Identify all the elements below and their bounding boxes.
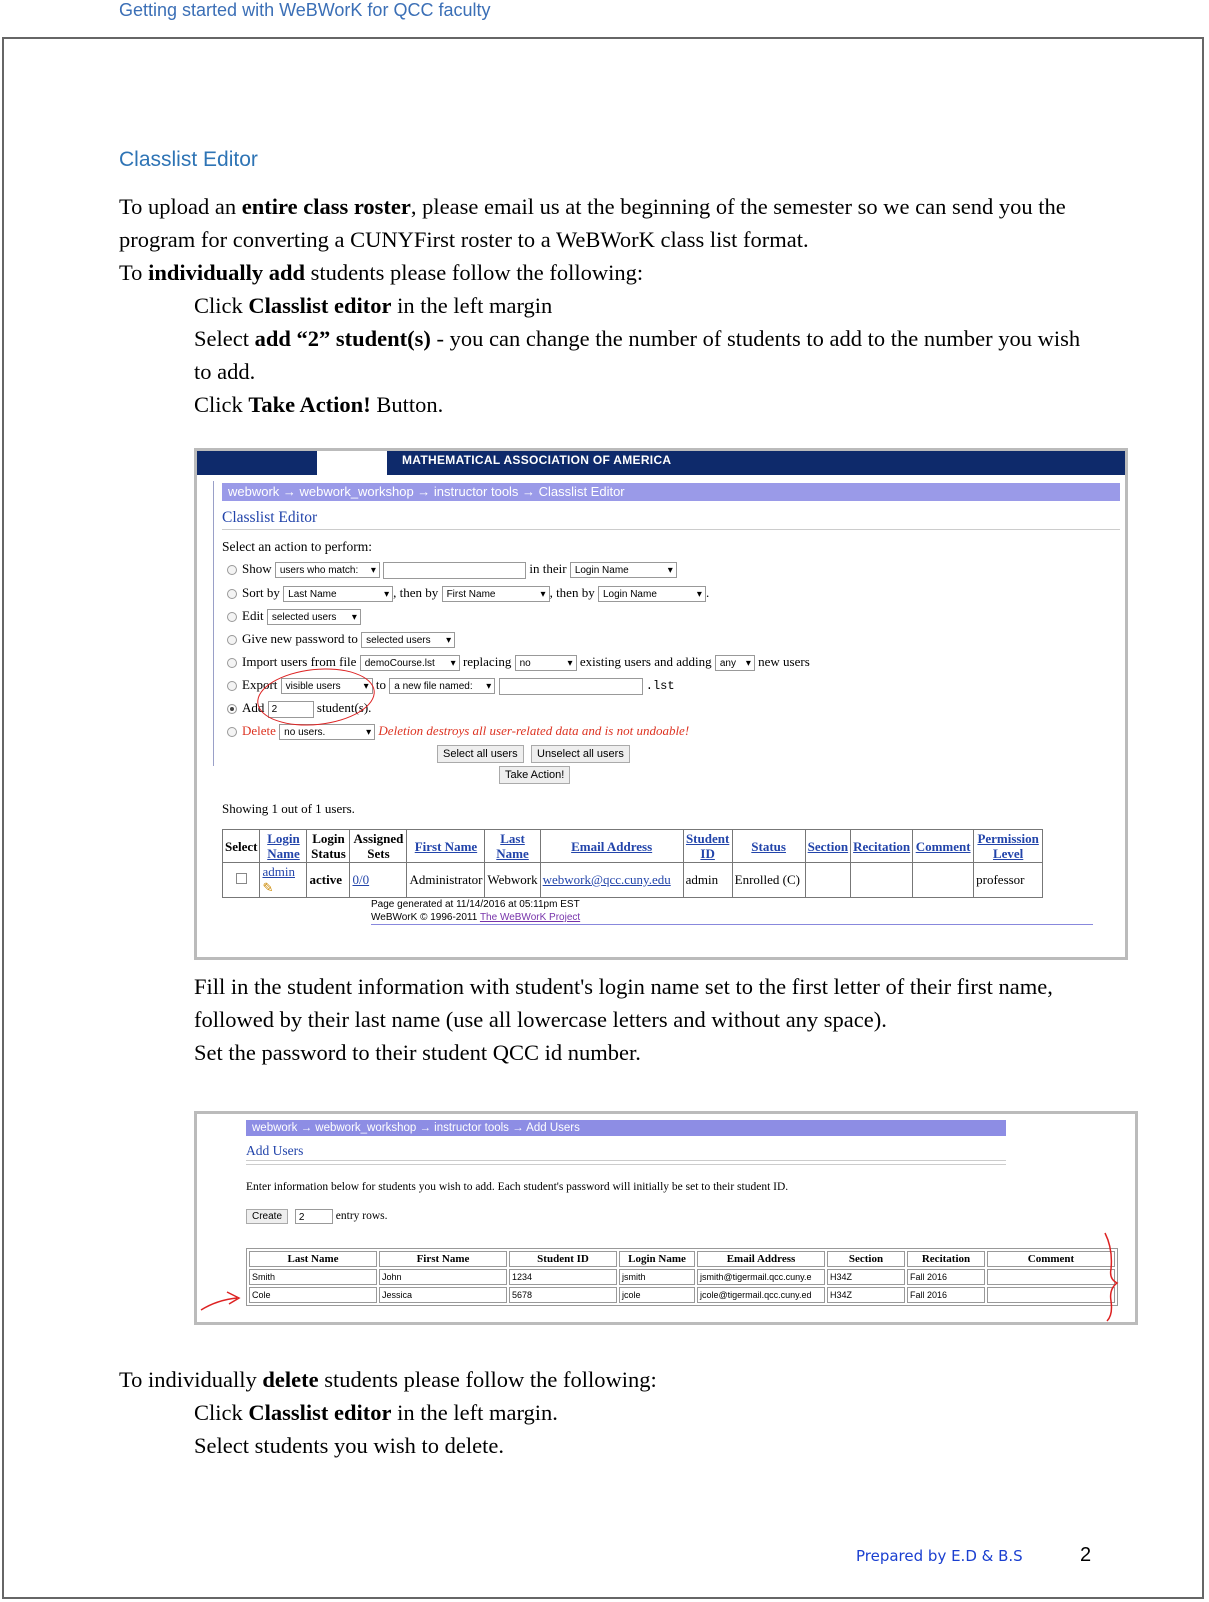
delete-select[interactable]: no users. ▾: [279, 724, 375, 740]
sort-select-3[interactable]: Login Name ▾: [598, 586, 706, 602]
password-select[interactable]: selected users ▾: [361, 632, 455, 648]
pencil-icon[interactable]: ✎: [262, 880, 274, 895]
create-button[interactable]: Create: [246, 1209, 288, 1224]
action-delete: Delete no users. ▾ Deletion destroys all user-related data and is not undoable!: [227, 723, 689, 740]
delete-steps: [194, 1396, 1094, 1462]
webwork-project-link[interactable]: The WeBWorK Project: [479, 912, 581, 923]
add-users-info: Enter information below for students you wish to add. Each student's password will initially be set to their student ID.: [246, 1181, 789, 1193]
add-count-input[interactable]: 2: [268, 701, 314, 718]
action-edit: Edit selected users ▾: [227, 608, 361, 625]
maa-banner: MATHEMATICAL ASSOCIATION OF AMERICA: [197, 451, 1125, 475]
export-filename-input[interactable]: [499, 678, 643, 695]
left-margin: [197, 481, 214, 766]
replacing-select[interactable]: no ▾: [515, 655, 577, 671]
action-add: Add 2 student(s).: [227, 700, 371, 718]
users-table: [222, 829, 1043, 898]
row-checkbox[interactable]: [236, 873, 247, 884]
add-users-header: Last Name First Name Student ID Login Name Email Address Section Recitation Comment: [249, 1251, 1115, 1267]
entry-rows-input[interactable]: 2: [295, 1209, 333, 1224]
radio-add[interactable]: [227, 704, 237, 714]
action-export: Export visible users ▾ to a new file named: ▾ .lst: [227, 677, 675, 695]
action-show: Show users who match: ▾ in their Login Name ▾: [227, 561, 677, 579]
create-row: Create 2 entry rows.: [246, 1209, 388, 1224]
assigned-sets-link[interactable]: 0/0: [352, 872, 370, 887]
radio-show[interactable]: [227, 565, 237, 575]
add-step-1: Click Classlist editor in the left margin: [194, 293, 553, 318]
login-link[interactable]: admin: [262, 864, 295, 879]
radio-export[interactable]: [227, 681, 237, 691]
fill-info-text: Fill in the student information with student's login name set to the first letter of their first name, followed by their last name (use all lowercase letters and without any space). Set the password to their student QCC id number.: [194, 974, 1053, 1065]
radio-sort[interactable]: [227, 589, 237, 599]
section-title: Classlist Editor: [119, 148, 258, 171]
page-title: Classlist Editor: [222, 509, 318, 526]
page-title: Add Users: [246, 1143, 304, 1158]
radio-edit[interactable]: [227, 612, 237, 622]
classlist-editor-screenshot: [194, 448, 1128, 960]
table-row: Smith John 1234 jsmith jsmith@tigermail.qcc.cuny.e H34Z Fall 2016: [249, 1269, 1115, 1285]
delete-step-1: Click Classlist editor in the left margin.: [194, 1400, 558, 1425]
sort-select-1[interactable]: Last Name ▾: [283, 586, 393, 602]
add-steps: [194, 289, 1094, 421]
add-users-table: [246, 1248, 1118, 1306]
delete-paragraph: To individually delete students please follow the following:: [119, 1367, 657, 1392]
delete-step-2: Select students you wish to delete.: [194, 1433, 504, 1458]
show-field-select[interactable]: Login Name ▾: [570, 562, 677, 578]
export-target-select[interactable]: a new file named: ▾: [389, 678, 495, 694]
adding-select[interactable]: any ▾: [715, 655, 755, 671]
maa-logo: [317, 451, 387, 475]
users-table-header: Select Login Name Login Status Assigned Sets First Name Last Name Email Address Student ID Status Section Recitation Comment Permission Level: [223, 830, 1043, 863]
red-annotation-circle: [254, 663, 377, 731]
unselect-all-button[interactable]: Unselect all users: [531, 745, 630, 763]
edit-select[interactable]: selected users ▾: [267, 609, 361, 625]
page-number: 2: [1080, 1544, 1092, 1566]
action-sort: Sort by Last Name ▾ , then by First Name ▾ , then by Login Name ▾ .: [227, 585, 709, 602]
add-step-3: Click Take Action! Button.: [194, 392, 444, 417]
prepared-by: Prepared by E.D & B.S: [856, 1547, 1023, 1565]
showing-count: Showing 1 out of 1 users.: [222, 801, 355, 816]
breadcrumb: webwork → webwork_workshop → instructor tools → Add Users: [246, 1120, 1006, 1136]
document-header: Getting started with WeBWorK for QCC faculty: [119, 0, 491, 20]
table-row: admin ✎ active 0/0 Administrator Webwork webwork@qcc.cuny.edu admin Enrolled (C) professor: [223, 863, 1043, 898]
action-password: Give new password to selected users ▾: [227, 631, 455, 648]
radio-password[interactable]: [227, 635, 237, 645]
divider: [246, 1160, 1006, 1161]
action-label: Select an action to perform:: [222, 539, 372, 554]
export-select[interactable]: visible users ▾: [281, 678, 373, 694]
add-users-screenshot: [194, 1111, 1138, 1325]
red-brace-annotation: [1097, 1229, 1137, 1324]
import-file-select[interactable]: demoCourse.lst ▾: [360, 655, 460, 671]
sort-select-2[interactable]: First Name ▾: [442, 586, 550, 602]
email-link[interactable]: webwork@qcc.cuny.edu: [542, 872, 671, 887]
red-arrow-annotation: [197, 1262, 257, 1322]
show-select[interactable]: users who match: ▾: [275, 562, 380, 578]
divider: [246, 1164, 1006, 1165]
radio-import[interactable]: [227, 658, 237, 668]
take-action-button[interactable]: Take Action!: [499, 766, 570, 784]
breadcrumb: webwork → webwork_workshop → instructor tools → Classlist Editor: [222, 483, 1120, 501]
radio-delete[interactable]: [227, 727, 237, 737]
intro-paragraph: To upload an entire class roster, please email us at the beginning of the semester so we can send you the program for converting a CUNYFirst roster to a WeBWorK class list format. To individually add students please follow the following:: [119, 194, 1066, 285]
table-row: Cole Jessica 5678 jcole jcole@tigermail.qcc.cuny.ed H34Z Fall 2016: [249, 1287, 1115, 1303]
select-all-button[interactable]: Select all users: [437, 745, 524, 763]
add-step-2: Select add “2” student(s) - you can change the number of students to add to the number you wish to add.: [194, 326, 1081, 384]
action-import: Import users from file demoCourse.lst ▾ replacing no ▾ existing users and adding any ▾ new users: [227, 654, 810, 671]
show-input[interactable]: [383, 562, 526, 579]
divider: [222, 529, 1120, 530]
page-footer: Page generated at 11/14/2016 at 05:11pm EST WeBWorK © 1996-2011 The WeBWorK Project: [371, 898, 1093, 925]
